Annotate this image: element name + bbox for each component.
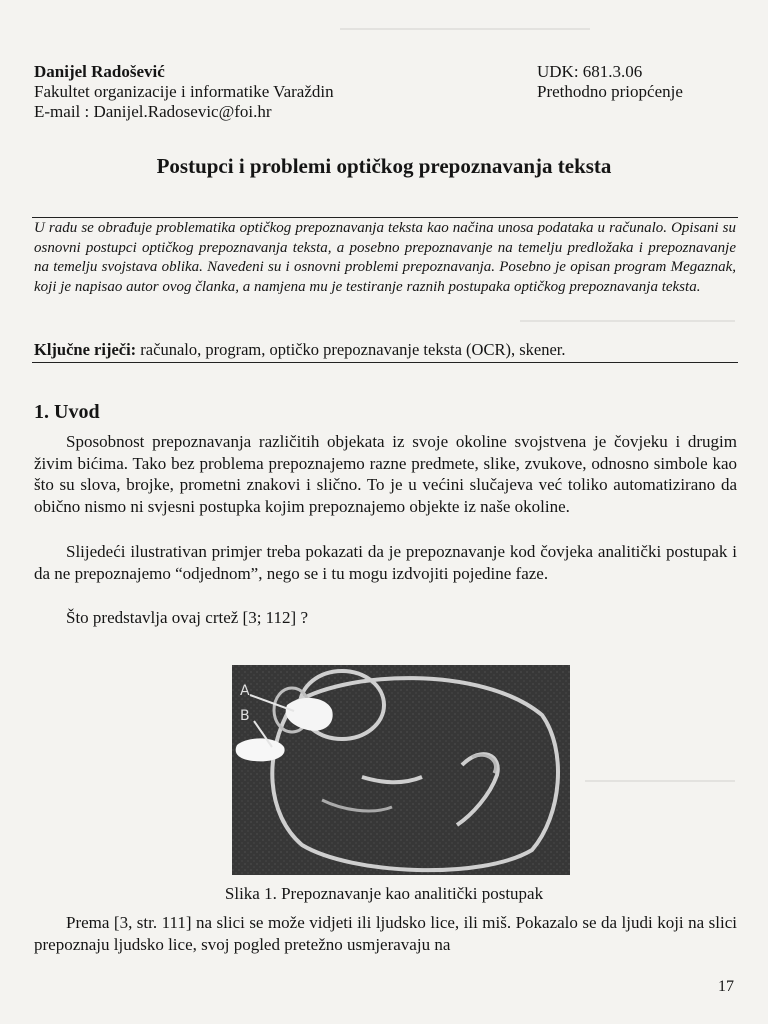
figure-label-a: A: [240, 683, 250, 699]
author-name: Danijel Radošević: [34, 62, 165, 81]
figure-label-b: B: [240, 708, 250, 724]
bleed-through-mark: [585, 780, 735, 782]
section-heading: 1. Uvod: [34, 401, 100, 423]
body-paragraph: Što predstavlja ovaj crtež [3; 112] ?: [66, 608, 309, 627]
figure-caption: Slika 1. Prepoznavanje kao analitički postupak: [224, 884, 544, 903]
figure-illustration: [232, 665, 570, 875]
bleed-through-mark: [340, 28, 590, 30]
abstract-bottom-rule: [32, 362, 738, 363]
author-email: E-mail : Danijel.Radosevic@foi.hr: [34, 102, 272, 121]
udk-code: UDK: 681.3.06: [537, 62, 643, 81]
bleed-through-mark: [520, 320, 735, 322]
highlight-b: [236, 738, 285, 761]
paper-type: Prethodno priopćenje: [537, 82, 683, 101]
keywords: [34, 340, 566, 360]
body-paragraph: Slijedeći ilustrativan primjer treba pokazati da je prepoznavanje kod čovjeka analitički postupak i da ne prepoznajemo “odjednom”, nego se i tu mogu izdvojiti pojedine faze.: [34, 542, 737, 583]
keywords-text: računalo, program, optičko prepoznavanje teksta (OCR), skener.: [140, 340, 566, 359]
keywords-label: Ključne riječi:: [34, 340, 137, 359]
body-paragraph: Sposobnost prepoznavanja različitih objekata iz svoje okoline svojstvena je čovjeku i drugim živim bićima. Tako bez problema prepoznajemo razne predmete, slike, zvukove, odnosno simbole kao što su slova, brojke, prometni znakovi i slično. To je u većini slučajeva već toliko automatizirano da obično nismo ni svjesni postupka kojim prepoznajemo objekte iz naše okoline.: [34, 432, 737, 516]
body-paragraph: Prema [3, str. 111] na slici se može vidjeti ili ljudsko lice, ili miš. Pokazalo se da ljudi koji na slici prepoznaju ljudsko lice, svoj pogled pretežno usmjeravaju na: [34, 913, 737, 954]
paper-title: Postupci i problemi optičkog prepoznavanja teksta: [156, 154, 612, 178]
page-number: 17: [718, 978, 734, 995]
classification-block: [537, 62, 683, 102]
author-block: [34, 62, 334, 122]
abstract: U radu se obrađuje problematika optičkog prepoznavanja teksta kao načina unosa podataka u računalo. Opisani su osnovni postupci optičkog prepoznavanja teksta, a posebno prepoznavanje na temelju predložaka i prepoznavanje na temelju svojstava oblika. Navedeni su i osnovni problemi prepoznavanja. Posebno je opisan program Megaznak, koji je napisao autor ovog članka, a namjena mu je testiranje raznih postupaka optičkog prepoznavanja teksta.: [34, 220, 736, 295]
abstract-top-rule: [32, 217, 738, 218]
author-affiliation: Fakultet organizacije i informatike Varaždin: [34, 82, 334, 101]
figure-face-or-mouse: [232, 665, 570, 875]
